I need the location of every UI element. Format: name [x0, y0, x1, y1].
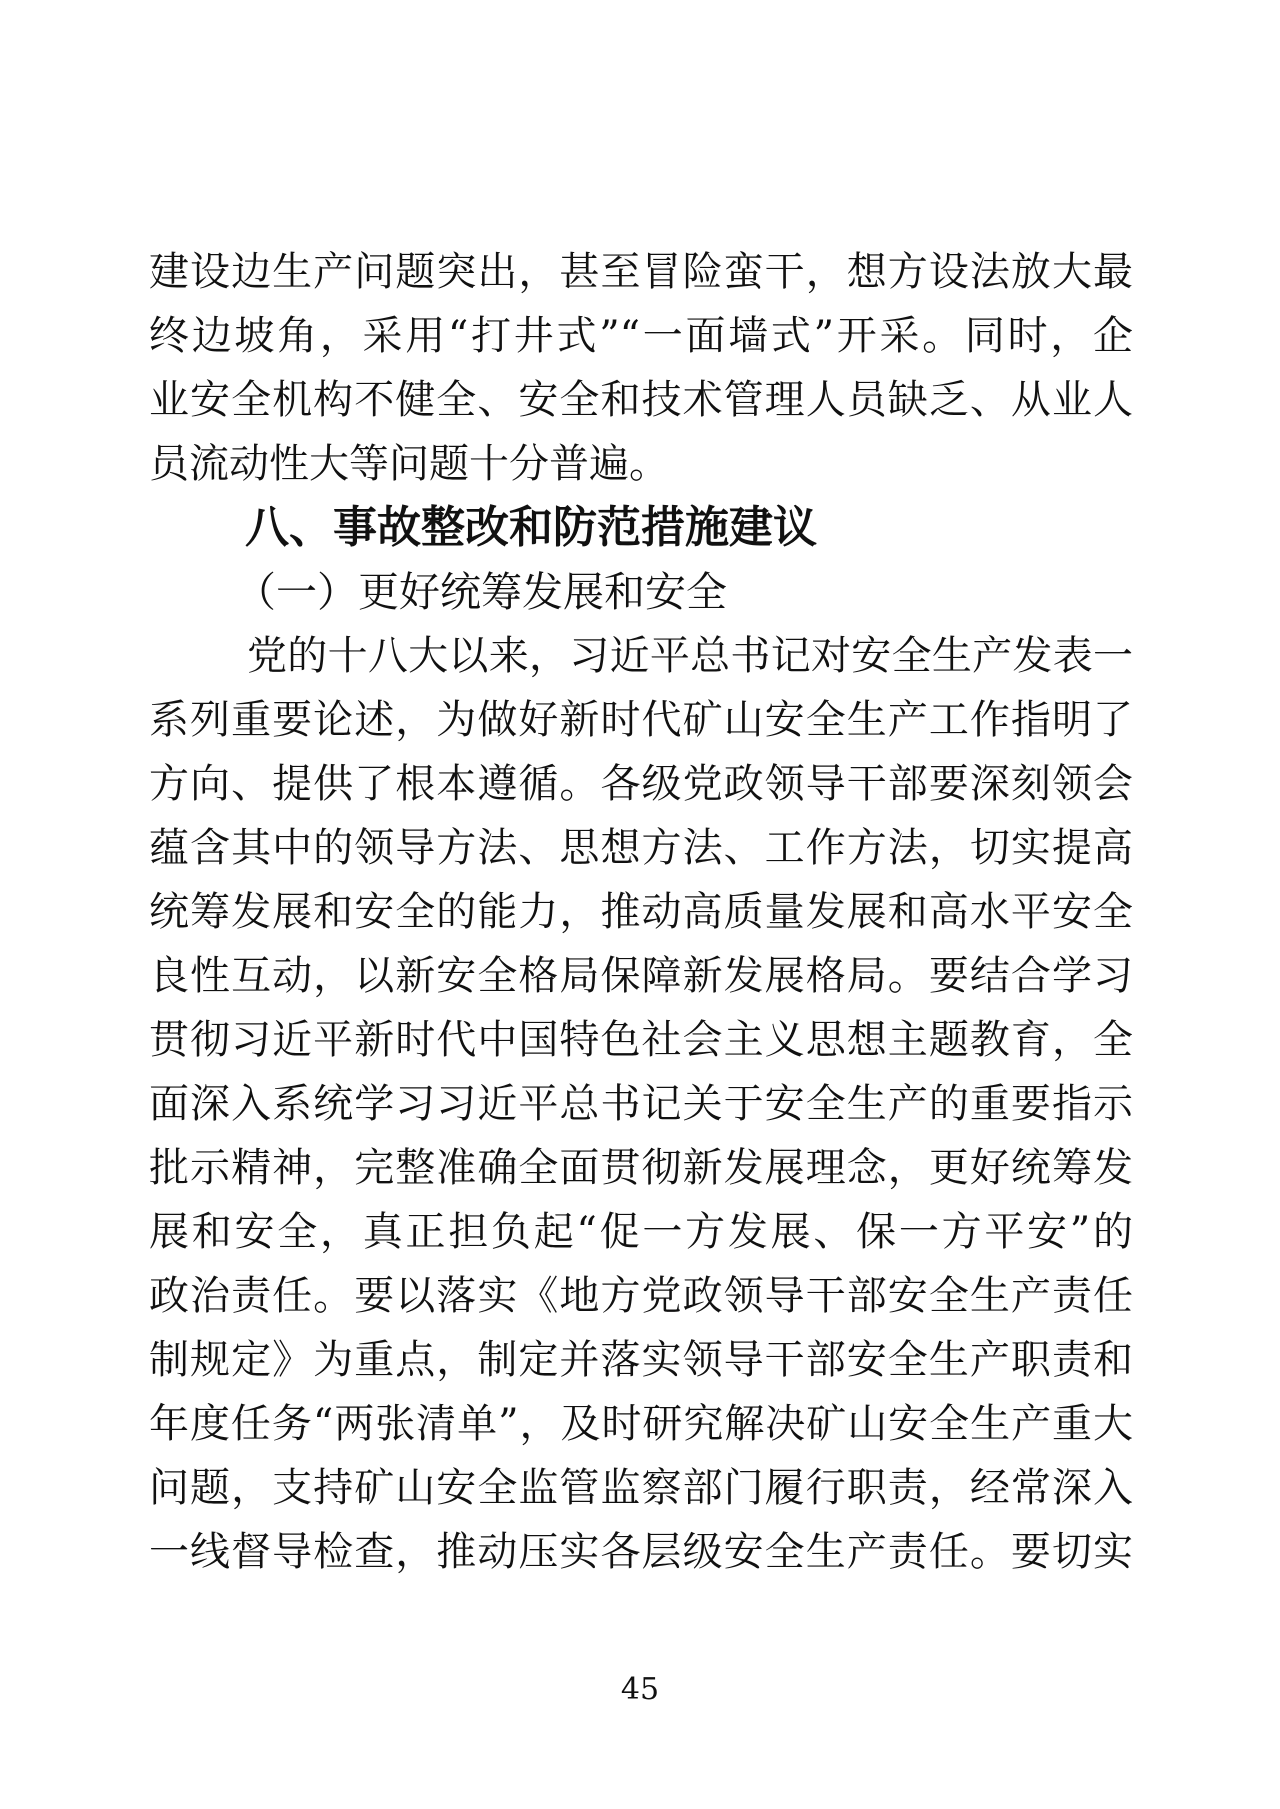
body-line: 系列重要论述，为做好新时代矿山安全生产工作指明了 — [149, 697, 1133, 743]
body-line: 批示精神，完整准确全面贯彻新发展理念，更好统筹发 — [149, 1145, 1133, 1191]
body-line: 年度任务“两张清单”，及时研究解决矿山安全生产重大 — [149, 1401, 1133, 1447]
page-number: 45 — [620, 1672, 660, 1707]
subsection-heading: （一）更好统筹发展和安全 — [235, 568, 727, 616]
body-line: 业安全机构不健全、安全和技术管理人员缺乏、从业人 — [149, 377, 1133, 423]
body-line: 政治责任。要以落实《地方党政领导干部安全生产责任 — [149, 1273, 1133, 1319]
body-line: 党的十八大以来，习近平总书记对安全生产发表一 — [247, 633, 1133, 679]
body-line: 员流动性大等问题十分普遍。 — [149, 441, 669, 487]
body-line: 贯彻习近平新时代中国特色社会主义思想主题教育，全 — [149, 1017, 1133, 1063]
body-line: 统筹发展和安全的能力，推动高质量发展和高水平安全 — [149, 889, 1133, 935]
body-line: 展和安全，真正担负起“促一方发展、保一方平安”的 — [149, 1209, 1133, 1255]
body-line: 方向、提供了根本遵循。各级党政领导干部要深刻领会 — [149, 761, 1133, 807]
section-heading: 八、事故整改和防范措施建议 — [245, 502, 817, 553]
body-line: 面深入系统学习习近平总书记关于安全生产的重要指示 — [149, 1081, 1133, 1127]
body-line: 蕴含其中的领导方法、思想方法、工作方法，切实提高 — [149, 825, 1133, 871]
body-line: 一线督导检查，推动压实各层级安全生产责任。要切实 — [149, 1529, 1133, 1575]
body-line: 问题，支持矿山安全监管监察部门履行职责，经常深入 — [149, 1465, 1133, 1511]
text-block — [149, 240, 1133, 1584]
body-line: 建设边生产问题突出，甚至冒险蛮干，想方设法放大最 — [149, 249, 1133, 295]
body-line: 终边坡角，采用“打井式”“一面墙式”开采。同时，企 — [149, 313, 1133, 359]
body-line: 良性互动，以新安全格局保障新发展格局。要结合学习 — [149, 953, 1133, 999]
body-line: 制规定》为重点，制定并落实领导干部安全生产职责和 — [149, 1337, 1133, 1383]
